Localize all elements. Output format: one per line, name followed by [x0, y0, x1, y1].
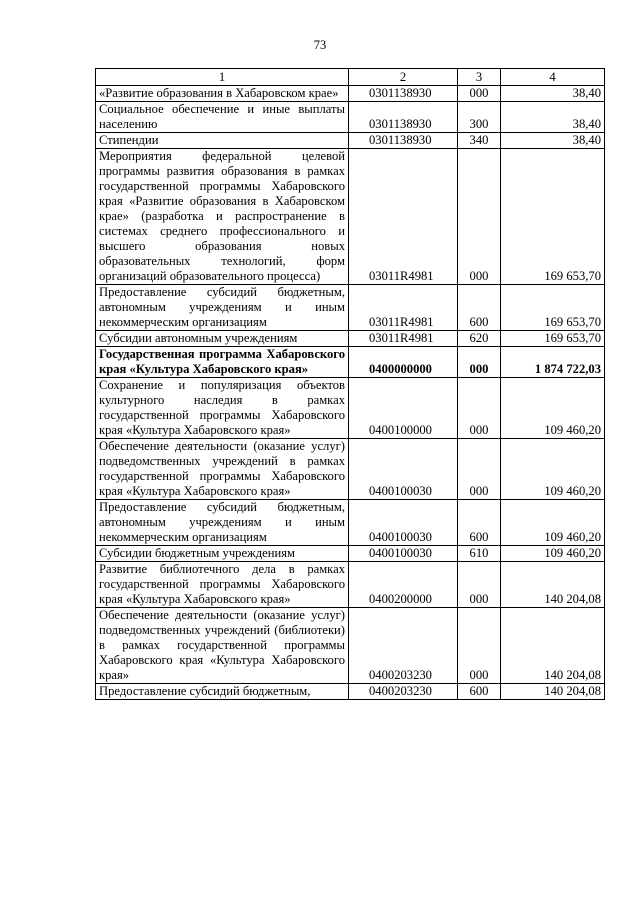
row-amount: 38,40: [501, 102, 605, 133]
row-name: Обеспечение деятельности (оказание услуг) подведомственных учреждений в рамках государственной программы Хабаровского края «Культура Хабаровского края»: [96, 439, 349, 500]
row-name: Субсидии бюджетным учреждениям: [96, 546, 349, 562]
row-code: 0301138930: [349, 102, 458, 133]
row-name: Предоставление субсидий бюджетным,: [96, 684, 349, 700]
row-type: 600: [458, 500, 501, 546]
row-type: 620: [458, 331, 501, 347]
page-number: 73: [313, 38, 327, 52]
row-type: 000: [458, 439, 501, 500]
row-name: Социальное обеспечение и иные выплаты населению: [96, 102, 349, 133]
row-code: 03011R4981: [349, 149, 458, 285]
table-row: [96, 331, 605, 347]
row-amount: 169 653,70: [501, 285, 605, 331]
row-type: 000: [458, 378, 501, 439]
header-col-1: 1: [96, 69, 349, 86]
row-amount: 109 460,20: [501, 500, 605, 546]
table-row: [96, 562, 605, 608]
row-amount: 38,40: [501, 86, 605, 102]
table-row: [96, 133, 605, 149]
row-name: Субсидии автономным учреждениям: [96, 331, 349, 347]
row-type: 000: [458, 86, 501, 102]
header-col-4: 4: [501, 69, 605, 86]
row-name: Обеспечение деятельности (оказание услуг) подведомственных учреждений (библиотеки) в рамках государственной программы Хабаровского края «Культура Хабаровского края»: [96, 608, 349, 684]
row-code: 0400203230: [349, 684, 458, 700]
row-type: 600: [458, 684, 501, 700]
table-row: [96, 439, 605, 500]
row-type: 340: [458, 133, 501, 149]
row-amount: 140 204,08: [501, 608, 605, 684]
budget-table: [95, 68, 605, 700]
row-code: 0301138930: [349, 133, 458, 149]
row-amount: 109 460,20: [501, 546, 605, 562]
table-row: [96, 684, 605, 700]
row-amount: 38,40: [501, 133, 605, 149]
row-type: 000: [458, 347, 501, 378]
row-code: 03011R4981: [349, 285, 458, 331]
row-amount: 109 460,20: [501, 378, 605, 439]
table-row: [96, 86, 605, 102]
row-type: 610: [458, 546, 501, 562]
row-code: 0400203230: [349, 608, 458, 684]
table-row: [96, 378, 605, 439]
row-type: 000: [458, 608, 501, 684]
row-code: 0400100000: [349, 378, 458, 439]
row-code: 0301138930: [349, 86, 458, 102]
row-amount: 109 460,20: [501, 439, 605, 500]
row-code: 0400000000: [349, 347, 458, 378]
row-name: Развитие библиотечного дела в рамках государственной программы Хабаровского края «Культура Хабаровского края»: [96, 562, 349, 608]
row-name: Мероприятия федеральной целевой программы развития образования в рамках государственной программы Хабаровского края «Развитие образования в Хабаровском крае» (разработка и распространение в системах среднего профессионального и высшего образования новых образовательных технологий, форм организаций образовательного процесса): [96, 149, 349, 285]
row-name: Предоставление субсидий бюджетным, автономным учреждениям и иным некоммерческим организациям: [96, 500, 349, 546]
row-amount: 140 204,08: [501, 684, 605, 700]
row-amount: 1 874 722,03: [501, 347, 605, 378]
row-code: 0400100030: [349, 439, 458, 500]
table-row: [96, 102, 605, 133]
header-col-3: 3: [458, 69, 501, 86]
row-code: 0400200000: [349, 562, 458, 608]
row-name: «Развитие образования в Хабаровском крае»: [96, 86, 349, 102]
table-row: [96, 546, 605, 562]
table-row: [96, 347, 605, 378]
row-type: 000: [458, 562, 501, 608]
row-code: 0400100030: [349, 500, 458, 546]
row-amount: 169 653,70: [501, 149, 605, 285]
row-name: Предоставление субсидий бюджетным, автономным учреждениям и иным некоммерческим организациям: [96, 285, 349, 331]
row-amount: 169 653,70: [501, 331, 605, 347]
row-code: 03011R4981: [349, 331, 458, 347]
row-name: Стипендии: [96, 133, 349, 149]
row-name: Сохранение и популяризация объектов культурного наследия в рамках государственной программы Хабаровского края «Культура Хабаровского края»: [96, 378, 349, 439]
header-col-2: 2: [349, 69, 458, 86]
table-header-row: [96, 69, 605, 86]
table-row: [96, 149, 605, 285]
row-code: 0400100030: [349, 546, 458, 562]
row-type: 000: [458, 149, 501, 285]
row-amount: 140 204,08: [501, 562, 605, 608]
row-name: Государственная программа Хабаровского края «Культура Хабаровского края»: [96, 347, 349, 378]
row-type: 600: [458, 285, 501, 331]
row-type: 300: [458, 102, 501, 133]
table-row: [96, 500, 605, 546]
table-row: [96, 608, 605, 684]
table-row: [96, 285, 605, 331]
